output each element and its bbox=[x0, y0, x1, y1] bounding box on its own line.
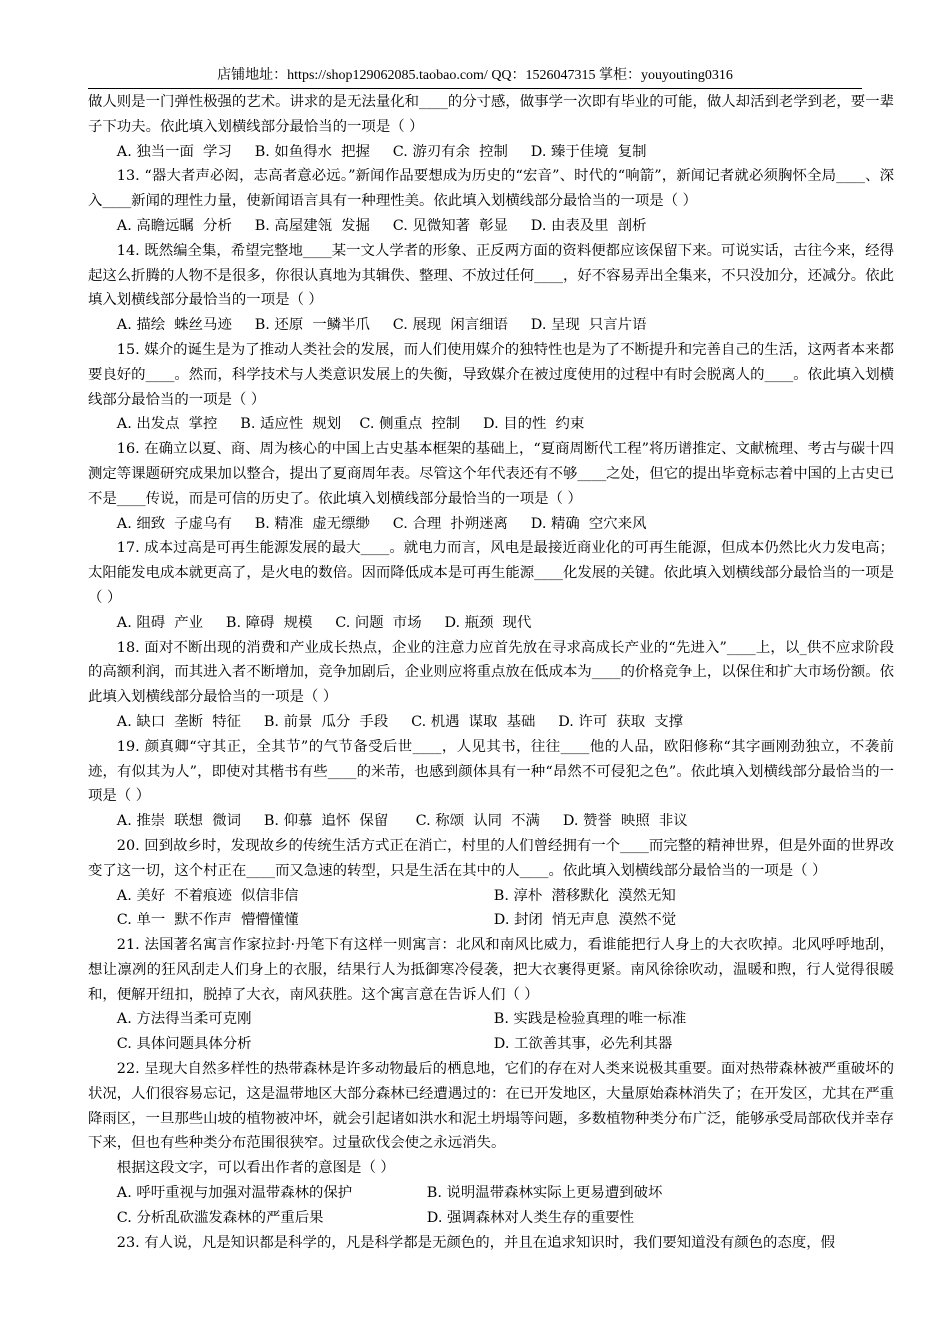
q19-stem: 19. 颜真卿“守其正，全其节”的气节备受后世____，人见其书，往往____他的人品，欧阳修称“其字画刚劲独立，不袭前迹，有似其为人”，即使对其楷书有些____的米芾，也感到颜体具有一种“昂然不可侵犯之色”。依此填入划横线部分最恰当的一项是（ ） bbox=[88, 738, 894, 805]
q16-options: A. 细致 子虚乌有 B. 精准 虚无缥缈 C. 合理 扑朔迷离 D. 精确 空穴来风 bbox=[116, 515, 647, 532]
q22-option-a: A. 呼吁重视与加强对温带森林的保护 bbox=[116, 1185, 353, 1202]
q14-stem: 14. 既然编全集，希望完整地____某一文人学者的形象、正反两方面的资料便都应该保留下来。可说实话，古往今来，经得起这么折腾的人物不是很多，你很认真地为其辑佚、整理、不放过任何____，好不容易弄出全集来，不只没加分，还减分。依此填入划横线部分最恰当的一项是（ ） bbox=[88, 242, 894, 309]
q22-options bbox=[88, 1181, 894, 1231]
page-header bbox=[88, 66, 862, 89]
q16-stem: 16. 在确立以夏、商、周为核心的中国上古史基本框架的基础上，“夏商周断代工程”将历谱推定、文献梳理、考古与碳十四测定等课题研究成果加以整合，提出了夏商周年表。尽管这个年代表还有不够____之处，但它的提出毕竟标志着中国的上古史已不是____传说，而是可信的历史了。依此填入划横线部分最恰当的一项是（ ） bbox=[88, 441, 894, 507]
q14-options: A. 描绘 蛛丝马迹 B. 还原 一鳞半爪 C. 展现 闲言细语 D. 呈现 只言片语 bbox=[116, 317, 647, 334]
q15-stem: 15. 媒介的诞生是为了推动人类社会的发展，而人们使用媒介的独特性也是为了不断提升和完善自己的生活，这两者本来都要良好的____。然而，科学技术与人类意识发展上的失衡，导致媒介在被过度使用的过程中有时会脱离人的____。依此填入划横线部分最恰当的一项是（ ） bbox=[88, 341, 894, 408]
q20-options bbox=[88, 884, 894, 934]
q20-option-b: B. 淳朴 潜移默化 漠然无知 bbox=[493, 887, 676, 904]
q21-option-d: D. 工欲善其事，必先利其器 bbox=[493, 1036, 673, 1053]
q21-option-b: B. 实践是检验真理的唯一标准 bbox=[493, 1011, 687, 1028]
q21-stem: 21. 法国著名寓言作家拉封·丹笔下有这样一则寓言：北风和南风比威力，看谁能把行人身上的大衣吹掉。北风呼呼地刮，想让凛冽的狂风刮走人们身上的衣服，结果行人为抵御寒冷侵袭，把大衣裹得更紧。南风徐徐吹动，温暖和煦，行人觉得很暖和，便解开纽扣，脱掉了大衣，南风获胜。这个寓言意在告诉人们（ ） bbox=[88, 937, 894, 1003]
q12-stem: 做人则是一门弹性极强的艺术。讲求的是无法量化和____的分寸感，做事学一次即有毕业的可能，做人却活到老学到老，要一辈子下功夫。依此填入划横线部分最恰当的一项是（ ） bbox=[88, 94, 894, 135]
q19-options: A. 推崇 联想 微词 B. 仰慕 追怀 保留 C. 称颂 认同 不满 D. 赞誉 映照 非议 bbox=[116, 813, 688, 830]
q22-option-b: B. 说明温带森林实际上更易遭到破坏 bbox=[426, 1185, 663, 1202]
q12-options: A. 独当一面 学习 B. 如鱼得水 把握 C. 游刃有余 控制 D. 臻于佳境 复制 bbox=[116, 143, 647, 160]
q23-stem: 23. 有人说，凡是知识都是科学的，凡是科学都是无颜色的，并且在追求知识时，我们要知道没有颜色的态度，假 bbox=[116, 1234, 836, 1251]
document-body bbox=[88, 90, 894, 1255]
q18-stem: 18. 面对不断出现的消费和产业成长热点，企业的注意力应首先放在寻求高成长产业的“先进入”____上，以_供不应求阶段的高额利润，而其进入者不断增加，竞争加剧后，企业则应将重点放在低成本为____的价格竞争上，以保住和扩大市场份额。依此填入划横线部分最恰当的一项是（ ） bbox=[88, 639, 894, 706]
q13-stem: 13. “器大者声必闳，志高者意必远。”新闻作品要想成为历史的“宏音”、时代的“响箭”，新闻记者就必须胸怀全局____、深入____新闻的理性力量，使新闻语言具有一种理性美。依此填入划横线部分最恰当的一项是（ ） bbox=[88, 168, 894, 210]
q15-options: A. 出发点 掌控 B. 适应性 规划 C. 侧重点 控制 D. 目的性 约束 bbox=[116, 416, 585, 433]
q17-stem: 17. 成本过高是可再生能源发展的最大____。就电力而言，风电是最接近商业化的可再生能源，但成本仍然比火力发电高；太阳能发电成本就更高了，是火电的数倍。因而降低成本是可再生能源____化发展的关键。依此填入划横线部分最恰当的一项是（ ） bbox=[88, 540, 894, 606]
shop-info-text: 店铺地址：https://shop129062085.taobao.com/ QQ：1526047315 掌柜：youyouting0316 bbox=[217, 68, 733, 83]
q17-options: A. 阻碍 产业 B. 障碍 规模 C. 问题 市场 D. 瓶颈 现代 bbox=[116, 614, 532, 631]
q22-option-d: D. 强调森林对人类生存的重要性 bbox=[426, 1209, 635, 1226]
q18-options: A. 缺口 垄断 特征 B. 前景 瓜分 手段 C. 机遇 谋取 基础 D. 许可 获取 支撑 bbox=[116, 713, 684, 730]
q22-stem: 22. 呈现大自然多样性的热带森林是许多动物最后的栖息地，它们的存在对人类来说极其重要。面对热带森林被严重破坏的状况，人们很容易忘记，这是温带地区大部分森林已经遭遇过的：在已开发地区，大量原始森林消失了；在开发区，尤其在严重降雨区，一旦那些山坡的植物被冲坏，就会引起诸如洪水和泥土坍塌等问题，多数植物种类分布广泛，能够承受局部砍伐并幸存下来，但也有些种类分布范围很狭窄。过量砍伐会使之永远消失。 bbox=[88, 1061, 894, 1152]
q22-option-c: C. 分析乱砍滥发森林的严重后果 bbox=[116, 1209, 324, 1226]
q20-option-c: C. 单一 默不作声 懵懵懂懂 bbox=[116, 912, 299, 929]
q20-stem: 20. 回到故乡时，发现故乡的传统生活方式正在消亡，村里的人们曾经拥有一个____而完整的精神世界，但是外面的世界改变了这一切，这个村正在____而又急速的转型，只是生活在其中的人____。依此填入划横线部分最恰当的一项是（ ） bbox=[88, 837, 894, 879]
q21-option-a: A. 方法得当柔可克刚 bbox=[116, 1011, 252, 1028]
q20-option-a: A. 美好 不着痕迹 似信非信 bbox=[116, 887, 299, 904]
q21-option-c: C. 具体问题具体分析 bbox=[116, 1036, 252, 1053]
q13-options: A. 高瞻远瞩 分析 B. 高屋建瓴 发掘 C. 见微知著 彰显 D. 由表及里 剖析 bbox=[116, 217, 647, 234]
q20-option-d: D. 封闭 悄无声息 漠然不觉 bbox=[493, 912, 677, 929]
q22-question: 根据这段文字，可以看出作者的意图是（ ） bbox=[116, 1160, 395, 1177]
q21-options bbox=[88, 1007, 894, 1057]
